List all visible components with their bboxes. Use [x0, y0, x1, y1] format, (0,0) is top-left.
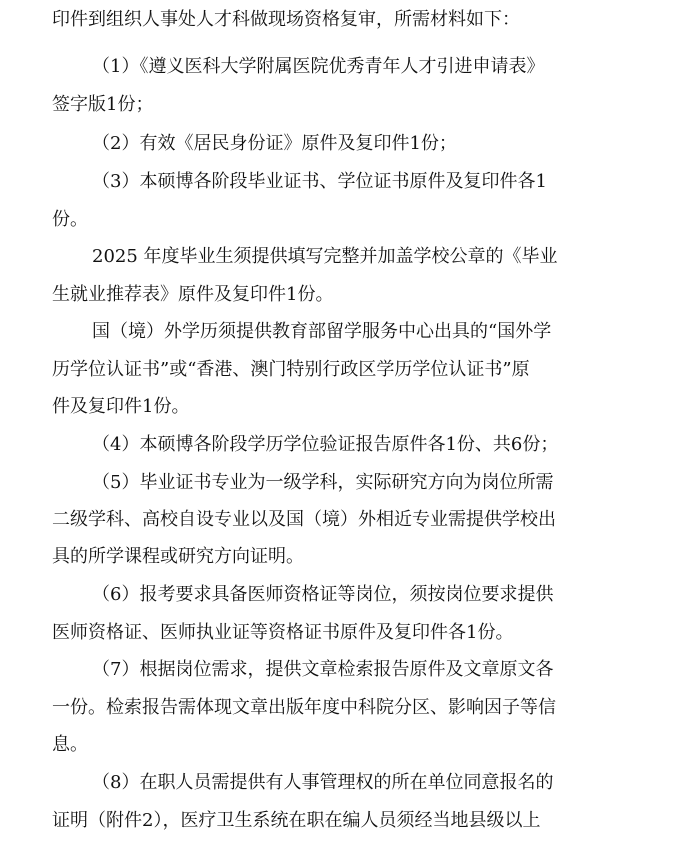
text-line-20: 息。	[52, 734, 88, 755]
text-line-18: （7）根据岗位需求，提供文章检索报告原件及文章原文各	[92, 659, 554, 680]
text-line-5: （3）本硕博各阶段毕业证书、学位证书原件及复印件各1	[92, 171, 547, 192]
text-line-17: 医师资格证、医师执业证等资格证书原件及复印件各1份。	[52, 622, 514, 643]
text-line-3: 签字版1份；	[52, 94, 154, 115]
text-line-2: （1）《遵义医科大学附属医院优秀青年人才引进申请表》	[92, 56, 545, 77]
text-line-21: （8）在职人员需提供有人事管理权的所在单位同意报名的	[92, 772, 554, 793]
text-line-1: 印件到组织人事处人才科做现场资格复审，所需材料如下：	[52, 9, 520, 30]
text-line-15: 具的所学课程或研究方向证明。	[52, 546, 304, 567]
text-line-6: 份。	[52, 209, 88, 230]
text-line-14: 二级学科、高校自设专业以及国（境）外相近专业需提供学校出	[52, 509, 556, 530]
text-line-9: 国（境）外学历须提供教育部留学服务中心出具的“国外学	[92, 321, 552, 342]
text-line-10: 历学位认证书”或“香港、澳门特别行政区学历学位认证书”原	[52, 359, 530, 380]
text-line-13: （5）毕业证书专业为一级学科，实际研究方向为岗位所需	[92, 472, 554, 493]
text-line-16: （6）报考要求具备医师资格证等岗位，须按岗位要求提供	[92, 584, 554, 605]
text-line-12: （4）本硕博各阶段学历学位验证报告原件各1份、共6份；	[92, 434, 559, 455]
text-line-4: （2）有效《居民身份证》原件及复印件1份；	[92, 133, 457, 154]
text-line-22: 证明（附件2），医疗卫生系统在职在编人员须经当地县级以上	[52, 810, 541, 831]
text-line-8: 生就业推荐表》原件及复印件1份。	[52, 284, 334, 305]
text-line-11: 件及复印件1份。	[52, 396, 190, 417]
text-line-7: 2025 年度毕业生须提供填写完整并加盖学校公章的《毕业	[92, 246, 558, 267]
text-line-19: 一份。检索报告需体现文章出版年度中科院分区、影响因子等信	[52, 697, 556, 718]
